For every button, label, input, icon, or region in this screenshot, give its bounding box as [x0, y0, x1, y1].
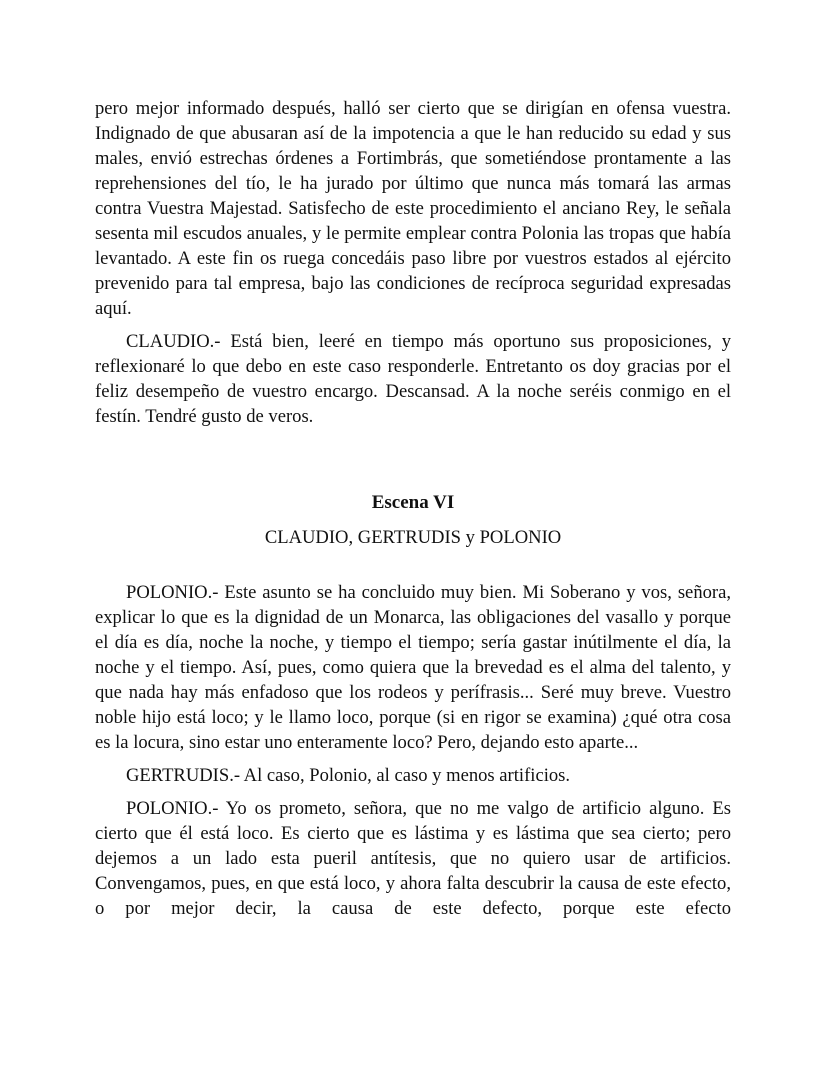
section-spacer [95, 429, 731, 491]
paragraph-gertrudis-1: GERTRUDIS.- Al caso, Polonio, al caso y menos artificios. [126, 765, 571, 786]
paragraph-polonio-2: POLONIO.- Yo os prometo, señora, que no me valgo de artificio alguno. Es cierto que él está loco. Es cierto que es lástima y es lástima que sea cierto; pero dejemos a un lado esta pueril antítesis, que no quiero usar de artificios. Convengamos, pues, en que está loco, y ahora falta descubrir la causa de este efecto, o por mejor decir, la causa de este defecto, porque este efecto [95, 798, 731, 919]
paragraph-spacer [95, 321, 731, 329]
paragraph-spacer [95, 788, 731, 796]
document-page [95, 96, 731, 921]
paragraph-continuation: pero mejor informado después, halló ser cierto que se dirigían en ofensa vuestra. Indignado de que abusaran así de la impotencia a que le han reducido su edad y sus males, envió estrechas órdenes a Fortimbrás, que sometiéndose prontamente a las reprehensiones del tío, le ha jurado por último que nunca más tomará las armas contra Vuestra Majestad. Satisfecho de este procedimiento el anciano Rey, le señala sesenta mil escudos anuales, y le permite emplear contra Polonia las tropas que había levantado. A este fin os ruega concedáis paso libre por vuestros estados al ejército prevenido para tal empresa, bajo las condiciones de recíproca seguridad expresadas aquí. [95, 98, 731, 319]
paragraph-spacer [95, 755, 731, 763]
paragraph-polonio-1: POLONIO.- Este asunto se ha concluido muy bien. Mi Soberano y vos, señora, explicar lo que es la dignidad de un Monarca, las obligaciones del vasallo y porque el día es día, noche la noche, y tiempo el tiempo; sería gastar inútilmente el día, la noche y el tiempo. Así, pues, como quiera que la brevedad es el alma del talento, y que nada hay más enfadoso que los rodeos y perífrasis... Seré muy breve. Vuestro noble hijo está loco; y le llamo loco, porque (si en rigor se examina) ¿qué otra cosa es la locura, sino estar uno enteramente loco? Pero, dejando esto aparte... [95, 582, 731, 753]
scene-title: Escena VI [371, 492, 455, 513]
heading-spacer [95, 550, 731, 580]
scene-cast: CLAUDIO, GERTRUDIS y POLONIO [264, 527, 562, 548]
paragraph-claudio-reply: CLAUDIO.- Está bien, leeré en tiempo más oportuno sus proposiciones, y reflexionaré lo que debo en este caso responderle. Entretanto os doy gracias por el feliz desempeño de vuestro encargo. Descansad. A la noche seréis conmigo en el festín. Tendré gusto de veros. [95, 331, 731, 427]
